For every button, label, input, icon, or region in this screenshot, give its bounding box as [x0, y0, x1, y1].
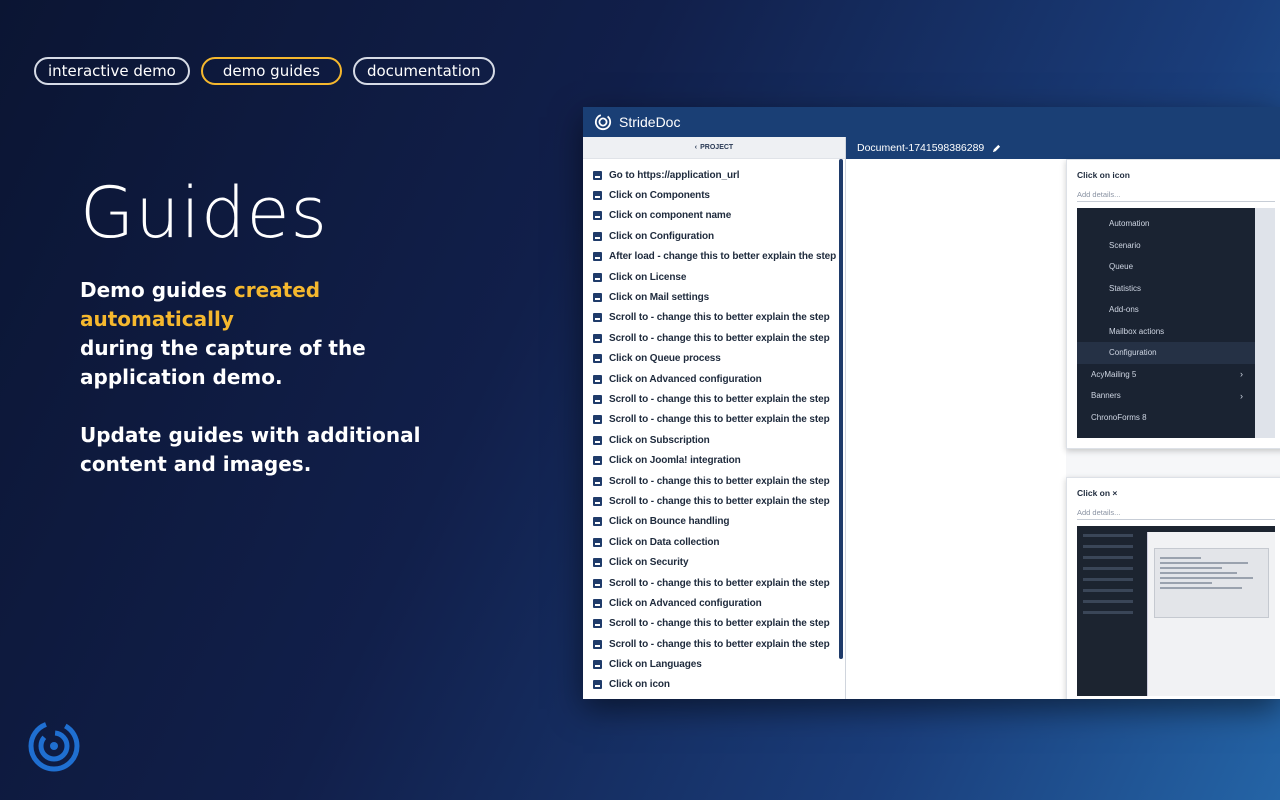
chevron-left-icon: ‹: [694, 144, 698, 151]
step-item[interactable]: [583, 349, 845, 369]
screenshot-sidebar: [1077, 526, 1147, 696]
image-icon: [593, 640, 602, 649]
screenshot-menu-group: [1077, 407, 1275, 429]
screenshot-menu-item: Automation: [1109, 219, 1150, 229]
hero-paragraph-1: [80, 276, 480, 392]
image-icon: [593, 211, 602, 220]
step-label: Scroll to - change this to better explain the step: [609, 638, 830, 650]
image-icon: [593, 273, 602, 282]
step-label: Click on Mail settings: [609, 292, 710, 304]
image-icon: [593, 191, 602, 200]
step-item[interactable]: [583, 614, 845, 634]
step-item[interactable]: [583, 471, 845, 491]
hero-title: Guides: [80, 172, 329, 254]
step-item[interactable]: [583, 389, 845, 409]
step-label: Go to https://application_url: [609, 169, 740, 181]
step-label: Scroll to - change this to better explain the step: [609, 618, 830, 630]
step-label: Click on component name: [609, 210, 732, 222]
image-icon: [593, 619, 602, 628]
pill-demo-guides[interactable]: demo guides: [201, 57, 342, 85]
document-title-bar: [846, 137, 1280, 159]
step-card-title: Click on ×: [1077, 488, 1118, 498]
image-icon: [593, 293, 602, 302]
image-icon: [593, 375, 602, 384]
code-line: [1160, 587, 1242, 589]
step-item[interactable]: [583, 410, 845, 430]
screenshot-menu-item: Configuration: [1077, 342, 1275, 364]
image-icon: [593, 436, 602, 445]
step-item[interactable]: [583, 206, 845, 226]
code-line: [1160, 562, 1248, 564]
image-icon: [593, 558, 602, 567]
step-item[interactable]: [583, 450, 845, 470]
step-label: Scroll to - change this to better explain the step: [609, 393, 830, 405]
step-label: Scroll to - change this to better explain the step: [609, 312, 830, 324]
screenshot-line: [1083, 611, 1133, 614]
step-label: Click on Languages: [609, 659, 702, 671]
step-label: Click on Configuration: [609, 230, 715, 242]
step-label: Click on Advanced configuration: [609, 373, 762, 385]
image-icon: [593, 599, 602, 608]
step-item[interactable]: [583, 308, 845, 328]
image-icon: [593, 660, 602, 669]
image-icon: [593, 334, 602, 343]
step-label: Click on Security: [609, 557, 689, 569]
step-item[interactable]: [583, 491, 845, 511]
step-label: Click on License: [609, 271, 687, 283]
step-card-1: [1066, 159, 1280, 449]
step-label: Scroll to - change this to better explain the step: [609, 577, 830, 589]
image-icon: [593, 456, 602, 465]
step-item[interactable]: [583, 430, 845, 450]
app-header: [583, 107, 1280, 137]
image-icon: [593, 517, 602, 526]
edit-pencil-icon[interactable]: [992, 144, 1001, 153]
add-details-field[interactable]: Add details...: [1077, 188, 1275, 202]
step-item[interactable]: [583, 287, 845, 307]
chevron-right-icon: ›: [1240, 369, 1243, 380]
step-label: Click on Bounce handling: [609, 516, 730, 528]
app-brand: StrideDoc: [619, 114, 681, 130]
step-item[interactable]: [583, 226, 845, 246]
step-item[interactable]: [583, 552, 845, 572]
code-line: [1160, 557, 1201, 559]
sidebar-scrollbar[interactable]: [839, 159, 843, 659]
app-window: [583, 107, 1280, 699]
screenshot-line: [1083, 545, 1133, 548]
image-icon: [593, 395, 602, 404]
step-label: Scroll to - change this to better explain the step: [609, 475, 830, 487]
screenshot-line: [1083, 567, 1133, 570]
step-screenshot: [1077, 526, 1275, 696]
step-label: After load - change this to better explain the step: [609, 251, 837, 263]
image-icon: [593, 171, 602, 180]
document-canvas: [846, 159, 1280, 699]
step-label: Scroll to - change this to better explain the step: [609, 332, 830, 344]
image-icon: [593, 252, 602, 261]
screenshot-menu-item: Queue: [1109, 262, 1134, 272]
add-details-field[interactable]: Add details...: [1077, 506, 1275, 520]
step-label: Click on Components: [609, 190, 710, 202]
step-item[interactable]: [583, 267, 845, 287]
pill-interactive-demo[interactable]: interactive demo: [34, 57, 190, 85]
screenshot-menu-item: Mailbox actions: [1109, 326, 1165, 336]
image-icon: [593, 579, 602, 588]
step-item[interactable]: [583, 512, 845, 532]
step-item[interactable]: [583, 532, 845, 552]
steps-sidebar: [583, 137, 846, 699]
screenshot-menu-item: Statistics: [1109, 283, 1142, 293]
screenshot-menu-group-label: Banners: [1091, 391, 1121, 401]
screenshot-menu-item: Scenario: [1109, 240, 1141, 250]
code-line: [1160, 577, 1253, 579]
screenshot-line: [1083, 534, 1133, 537]
app-body: [583, 137, 1280, 699]
hero-description: [80, 276, 480, 479]
nav-pills: [34, 57, 495, 85]
screenshot-menu-group: [1077, 385, 1275, 407]
screenshot-code-block: [1154, 548, 1269, 618]
hero-text-b: during the capture of the application demo.: [80, 336, 366, 389]
code-line: [1160, 567, 1222, 569]
step-label: Click on Data collection: [609, 536, 720, 548]
step-list: [583, 159, 845, 695]
screenshot-menu-item: Add-ons: [1109, 305, 1139, 315]
screenshot-menu-group-label: AcyMailing 5: [1091, 369, 1137, 379]
image-icon: [593, 232, 602, 241]
step-item[interactable]: [583, 593, 845, 613]
step-label: Click on Joomla! integration: [609, 455, 741, 467]
hero-highlight: created automatically: [80, 278, 321, 331]
screenshot-line: [1083, 578, 1133, 581]
step-screenshot: [1077, 208, 1275, 438]
code-line: [1160, 582, 1212, 584]
image-icon: [593, 354, 602, 363]
document-page: [846, 159, 1066, 699]
image-icon: [593, 415, 602, 424]
step-label: Click on Advanced configuration: [609, 597, 762, 609]
screenshot-line: [1083, 589, 1133, 592]
step-item[interactable]: [583, 247, 845, 267]
image-icon: [593, 497, 602, 506]
step-item[interactable]: [583, 675, 845, 695]
step-item[interactable]: [583, 185, 845, 205]
hero-text-a: Demo guides: [80, 278, 234, 302]
document-area: [846, 137, 1280, 699]
screenshot-menu: [1077, 208, 1275, 428]
screenshot-panel: [1147, 532, 1275, 696]
step-item[interactable]: [583, 328, 845, 348]
image-icon: [593, 538, 602, 547]
screenshot-side-panel: [1255, 208, 1275, 438]
chevron-right-icon: ›: [1240, 390, 1243, 401]
hero-paragraph-2: Update guides with additional content and images.: [80, 423, 421, 476]
screenshot-line: [1083, 600, 1133, 603]
image-icon: [593, 313, 602, 322]
screenshot-menu-group: [1077, 364, 1275, 386]
code-line: [1160, 572, 1237, 574]
step-item[interactable]: [583, 654, 845, 674]
image-icon: [593, 680, 602, 689]
screenshot-line: [1083, 556, 1133, 559]
step-label: Click on icon: [609, 679, 670, 691]
step-card-title: Click on icon: [1077, 170, 1130, 180]
step-card-2: [1066, 477, 1280, 699]
step-item[interactable]: [583, 573, 845, 593]
stridedoc-logo-icon: [594, 113, 612, 131]
step-label: Scroll to - change this to better explain the step: [609, 414, 830, 426]
brand-logo-icon: [28, 720, 80, 772]
step-label: Scroll to - change this to better explain the step: [609, 495, 830, 507]
project-back-label: PROJECT: [700, 144, 734, 151]
pill-documentation[interactable]: documentation: [353, 57, 495, 85]
step-item[interactable]: [583, 165, 845, 185]
step-item[interactable]: [583, 634, 845, 654]
document-title[interactable]: Document-1741598386289: [857, 142, 985, 154]
step-item[interactable]: [583, 369, 845, 389]
screenshot-menu-group-label: ChronoForms 8: [1091, 412, 1147, 422]
project-back-button[interactable]: [583, 137, 845, 159]
image-icon: [593, 477, 602, 486]
step-label: Click on Subscription: [609, 434, 710, 446]
step-label: Click on Queue process: [609, 353, 721, 365]
